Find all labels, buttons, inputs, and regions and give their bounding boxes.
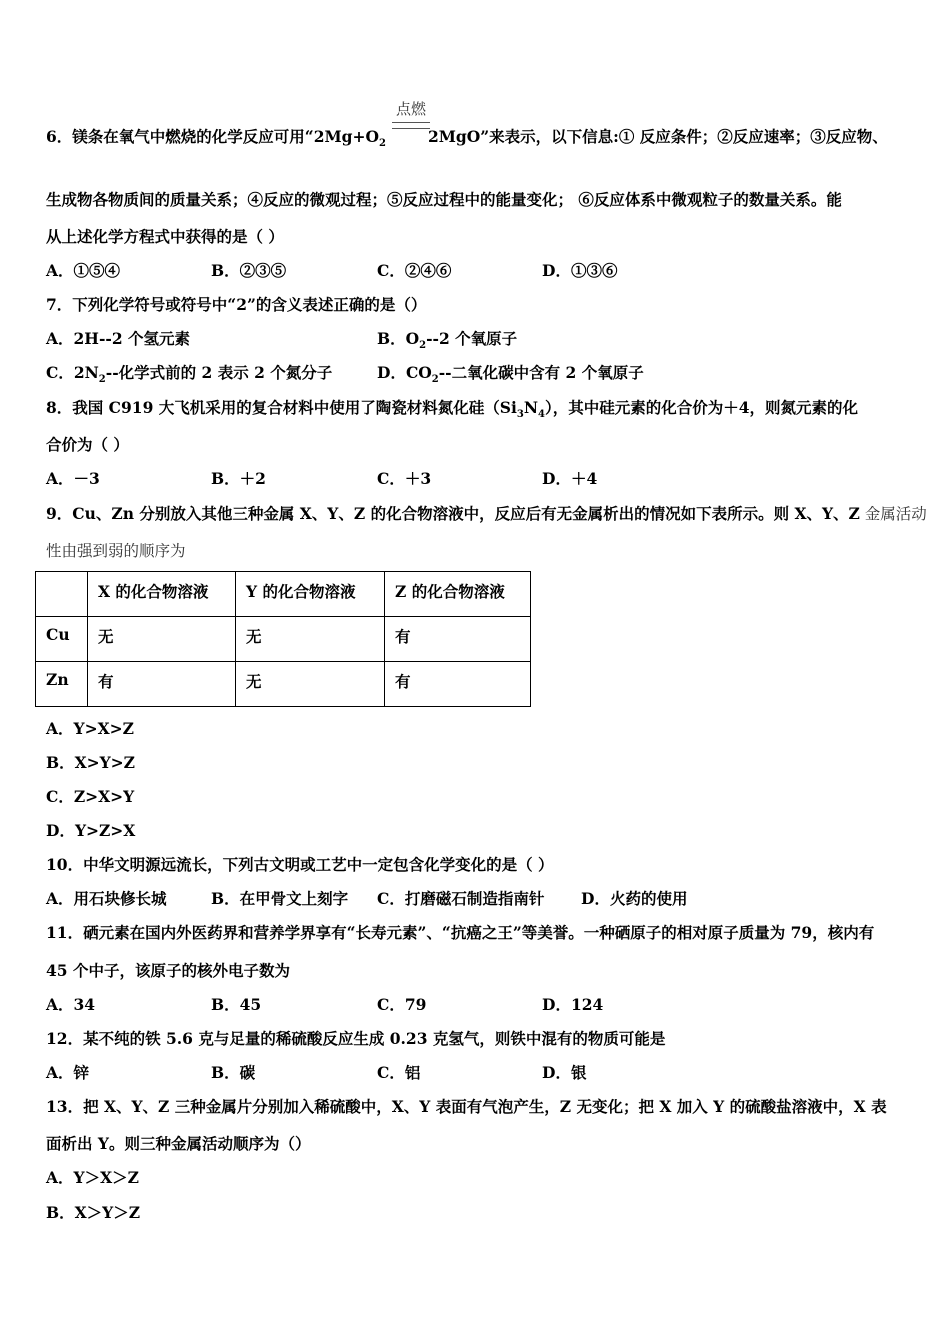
q7-option-c-pre: C．2N	[46, 363, 99, 382]
q9-stem-line1	[46, 504, 927, 524]
table-row	[36, 617, 531, 662]
q8-option-d[interactable]: D．＋4	[542, 469, 598, 488]
q12-option-c[interactable]: C．铝	[377, 1063, 421, 1082]
q7-option-b[interactable]	[377, 329, 518, 352]
table-header-cell: Y 的化合物溶液	[236, 572, 385, 617]
q9-option-a[interactable]: A．Y>X>Z	[46, 719, 134, 738]
table-cell: 无	[236, 662, 385, 707]
q6-option-c[interactable]: C．②④⑥	[377, 261, 452, 280]
q11-option-d[interactable]: D．124	[542, 995, 604, 1014]
q6-text-pre: 6．镁条在氧气中燃烧的化学反应可用“2Mg+O	[46, 127, 379, 146]
q7-option-b-post: --2 个氧原子	[426, 329, 518, 348]
q8-text-mid: N	[523, 398, 538, 417]
q6-option-d[interactable]: D．①③⑥	[542, 261, 618, 280]
q7-option-a[interactable]: A．2H--2 个氢元素	[46, 329, 191, 348]
q6-stem-line3: 从上述化学方程式中获得的是（ ）	[46, 227, 284, 246]
q7-stem: 7．下列化学符号或符号中“2”的含义表述正确的是（）	[46, 295, 427, 314]
table-cell: 有	[88, 662, 236, 707]
q7-option-d-sub: 2	[431, 374, 439, 386]
q8-text-post: ），其中硅元素的化合价为＋4，则氮元素的化	[544, 398, 859, 417]
q12-option-d[interactable]: D．银	[542, 1063, 587, 1082]
q8-stem-line2: 合价为（ ）	[46, 435, 129, 454]
table-row	[36, 662, 531, 707]
q11-option-c[interactable]: C．79	[377, 995, 427, 1014]
q13-stem-line1: 13．把 X、Y、Z 三种金属片分别加入稀硫酸中，X、Y 表面有气泡产生，Z 无变化；把 X 加入 Y 的硫酸盐溶液中，X 表	[46, 1097, 887, 1116]
q12-stem: 12．某不纯的铁 5.6 克与足量的稀硫酸反应生成 0.23 克氢气，则铁中混有的物质可能是	[46, 1029, 666, 1048]
table-header-row	[36, 572, 531, 617]
q6-option-b[interactable]: B．②③⑤	[211, 261, 287, 280]
q8-option-c[interactable]: C．＋3	[377, 469, 432, 488]
q13-option-b[interactable]: B．X＞Y＞Z	[46, 1203, 141, 1222]
q13-stem-line2: 面析出 Y。则三种金属活动顺序为（）	[46, 1134, 311, 1153]
q12-option-b[interactable]: B．碳	[211, 1063, 256, 1082]
q7-option-b-sub: 2	[419, 340, 427, 352]
q8-text-pre: 8．我国 C919 大飞机采用的复合材料中使用了陶瓷材料氮化硅（Si	[46, 398, 517, 417]
q6-option-a[interactable]: A．①⑤④	[46, 261, 121, 280]
q7-option-d-pre: D．CO	[377, 363, 432, 382]
q11-stem-line2: 45 个中子，该原子的核外电子数为	[46, 961, 290, 980]
q6-text-post: 2MgO”来表示，以下信息:① 反应条件；②反应速率；③反应物、	[427, 127, 888, 146]
q7-option-d-post: --二氧化碳中含有 2 个氧原子	[438, 363, 644, 382]
table-header-cell: X 的化合物溶液	[88, 572, 236, 617]
q9-option-d[interactable]: D．Y>Z>X	[46, 821, 136, 840]
q13-option-a[interactable]: A．Y＞X＞Z	[46, 1168, 139, 1187]
q9-text-bold: 9．Cu、Zn 分别放入其他三种金属 X、Y、Z 的化合物溶液中，反应后有无金属析出的情况如下表所示。则 X、Y、Z	[46, 504, 860, 523]
q9-stem-line2: 性由强到弱的顺序为	[46, 542, 186, 560]
q9-option-c[interactable]: C．Z>X>Y	[46, 787, 135, 806]
q10-option-a[interactable]: A．用石块修长城	[46, 889, 167, 908]
q8-sub2: 4	[538, 409, 545, 421]
metal-reaction-table	[35, 571, 531, 707]
q10-option-d[interactable]: D．火药的使用	[581, 889, 688, 908]
q7-option-d[interactable]	[377, 363, 644, 386]
q7-option-c-sub: 2	[98, 374, 106, 386]
table-cell: 无	[236, 617, 385, 662]
q7-option-c-post: --化学式前的 2 表示 2 个氮分子	[105, 363, 333, 382]
q10-option-b[interactable]: B．在甲骨文上刻字	[211, 889, 349, 908]
q9-option-b[interactable]: B．X>Y>Z	[46, 753, 135, 772]
table-cell: Cu	[36, 617, 88, 662]
q6-stem-line2: 生成物各物质间的质量关系；④反应的微观过程；⑤反应过程中的能量变化； ⑥反应体系中微观粒子的数量关系。能	[46, 190, 842, 209]
table-cell: 有	[385, 662, 531, 707]
q9-text-light: 金属活动	[859, 505, 927, 523]
reaction-condition: 点燃	[395, 100, 426, 118]
q8-option-a[interactable]: A．－3	[46, 469, 100, 488]
table-header-cell: Z 的化合物溶液	[385, 572, 531, 617]
table-cell: 无	[88, 617, 236, 662]
q6-stem-line1	[46, 127, 888, 150]
q11-option-a[interactable]: A．34	[46, 995, 96, 1014]
q11-option-b[interactable]: B．45	[211, 995, 262, 1014]
q8-stem-line1	[46, 398, 859, 421]
q7-option-b-pre: B．O	[377, 329, 420, 348]
table-cell: Zn	[36, 662, 88, 707]
q10-option-c[interactable]: C．打磨磁石制造指南针	[377, 889, 545, 908]
q10-stem: 10．中华文明源远流长，下列古文明或工艺中一定包含化学变化的是（ ）	[46, 855, 554, 874]
q12-option-a[interactable]: A．锌	[46, 1063, 90, 1082]
q11-stem-line1: 11．硒元素在国内外医药界和营养学界享有“长寿元素”、“抗癌之王”等美誉。一种硒原子的相对原子质量为 79，核内有	[46, 923, 875, 942]
q8-option-b[interactable]: B．＋2	[211, 469, 266, 488]
q7-option-c[interactable]	[46, 363, 333, 386]
table-header-cell	[36, 572, 88, 617]
table-cell: 有	[385, 617, 531, 662]
q6-subscript: 2	[378, 138, 386, 150]
q8-sub1: 3	[516, 409, 524, 421]
